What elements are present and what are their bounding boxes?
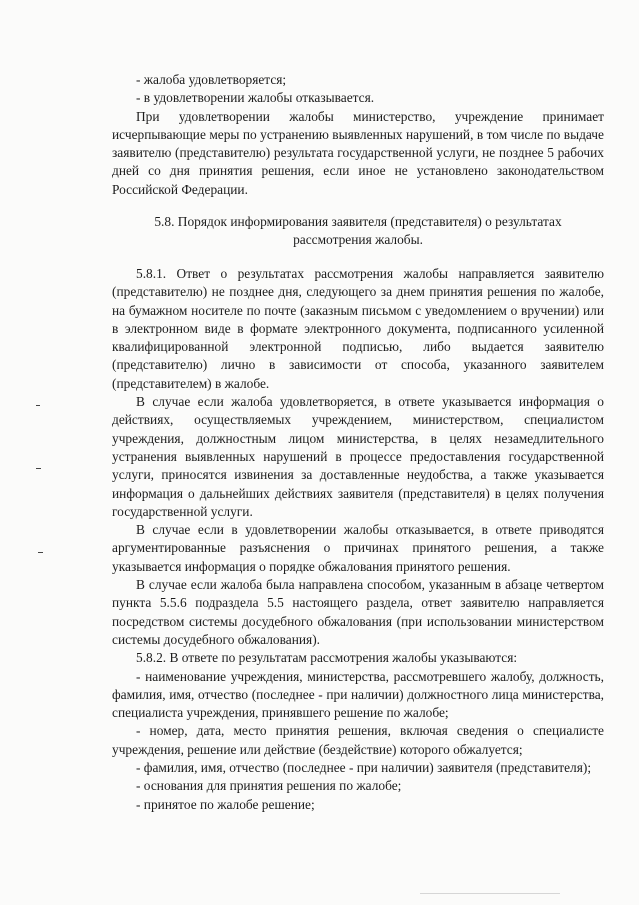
list-item: - в удовлетворении жалобы отказывается.	[136, 90, 375, 106]
section-title-line: рассмотрения жалобы.	[293, 232, 423, 248]
list-item: - основания для принятия решения по жалобе;	[136, 778, 402, 794]
scan-mark	[38, 552, 43, 553]
paragraph-satisfied: В случае если жалоба удовлетворяется, в ответе указывается информация о действиях, осуществляемых учреждением, министерством, специалистом учреждения, должностным лицом министерства, в целях незамедлительного устранения выявленных нарушений в процессе предоставления государственной услуги, приносятся извинения за доставленные неудобства, а также указывается информация о дальнейших действиях заявителя (представителя) в целях получения государственной услуги.	[112, 394, 604, 519]
paragraph-system: В случае если жалоба была направлена способом, указанным в абзаце четвертом пункта 5.5.6 подраздела 5.5 настоящего раздела, ответ заявителю направляется посредством системы досудебного обжалования (при использовании министерством системы досудебного обжалования).	[112, 577, 604, 647]
paragraph-5-8-1: 5.8.1. Ответ о результатах рассмотрения жалобы направляется заявителю (представителю) не позднее дня, следующего за днем принятия решения по жалобе, на бумажном носителе по почте (заказным письмом с уведомлением о вручении) или в электронном виде в формате электронного документа, подписанного усиленной квалифицированной электронной подписью, либо выдается заявителю (представителю) лично в зависимости от способа, указанного заявителем (представителем) в жалобе.	[112, 266, 604, 391]
list-item: - фамилия, имя, отчество (последнее - при наличии) заявителя (представителя);	[136, 760, 592, 776]
scan-edge-line	[420, 893, 560, 894]
section-heading	[112, 213, 604, 250]
list-item: - наименование учреждения, министерства, рассмотревшего жалобу, должность, фамилия, имя, отчество (последнее - при наличии) должностного лица министерства, специалиста учреждения, принявшего решение по жалобе;	[112, 668, 604, 721]
section-title-line: 5.8. Порядок информирования заявителя (представителя) о результатах	[154, 214, 562, 229]
scan-mark	[36, 468, 41, 469]
paragraph-5-8-2: 5.8.2. В ответе по результатам рассмотрения жалобы указываются:	[136, 650, 518, 666]
list-item: - жалоба удовлетворяется;	[136, 72, 287, 87]
list-item: - номер, дата, место принятия решения, включая сведения о специалисте учреждения, решение или действие (бездействие) которого обжалуется;	[112, 723, 604, 757]
scan-mark	[36, 405, 40, 406]
top-block	[112, 71, 604, 199]
paragraph-refused: В случае если в удовлетворении жалобы отказывается, в ответе приводятся аргументированные разъяснения о причинах принятого решения, а также указывается информация о порядке обжалования принятого решения.	[112, 522, 604, 574]
paragraph-result: При удовлетворении жалобы министерство, учреждение принимает исчерпывающие меры по устранению выявленных нарушений, в том числе по выдаче заявителю (представителю) результата государственной услуги, не позднее 5 рабочих дней со дня принятия решения, если иное не установлено законодательством Российской Федерации.	[112, 108, 604, 197]
section-body	[112, 265, 604, 814]
list-item: - принятое по жалобе решение;	[136, 796, 315, 812]
